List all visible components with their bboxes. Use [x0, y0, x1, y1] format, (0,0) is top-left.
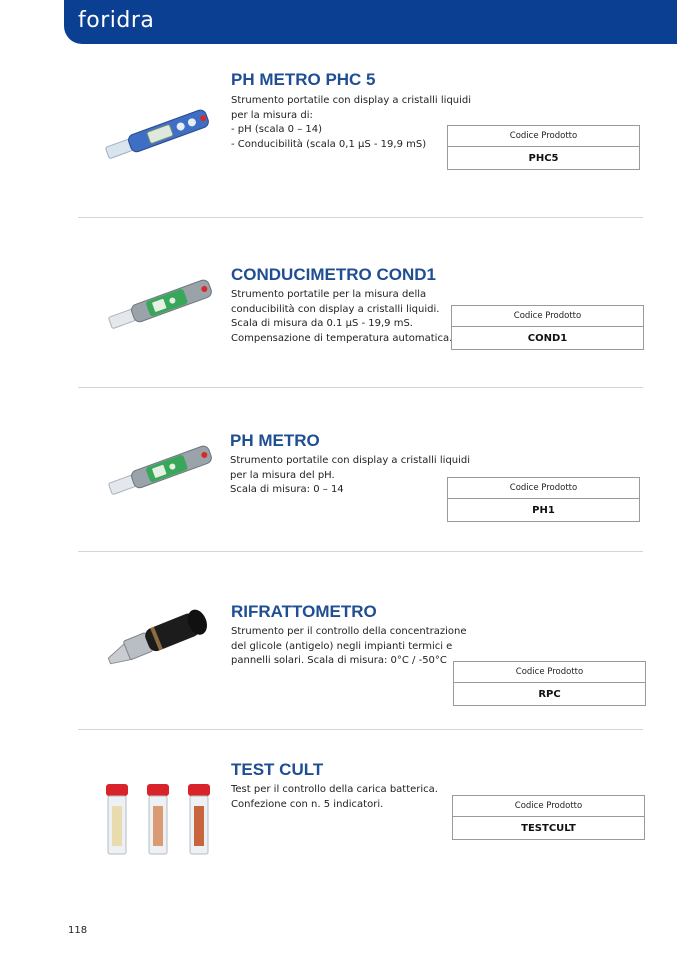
product-title: PH METRO [230, 431, 320, 450]
product-code-box [453, 661, 646, 706]
code-label: Codice Prodotto [453, 796, 644, 817]
divider [78, 387, 643, 388]
pen-meter-icon [103, 436, 223, 504]
product-title: CONDUCIMETRO COND1 [231, 265, 436, 284]
product-code-box [452, 795, 645, 840]
code-label: Codice Prodotto [448, 478, 639, 499]
brand-logo: foridra [78, 8, 155, 33]
page-number: 118 [68, 925, 88, 936]
code-label: Codice Prodotto [448, 126, 639, 147]
product-code-box [451, 305, 644, 350]
refractometer-icon [100, 604, 216, 670]
product-title: RIFRATTOMETRO [231, 602, 377, 621]
pen-meter-icon [103, 270, 223, 338]
product-description: Strumento portatile per la misura della conducibilità con display a cristalli liquidi. Scala di misura da 0.1 µS - 19,9 mS. Compensazione di temperatura automatica. [231, 289, 453, 344]
code-value: PHC5 [528, 153, 559, 164]
product-title: TEST CULT [231, 760, 324, 779]
product-code-box [447, 125, 640, 170]
divider [78, 729, 643, 730]
product-description: Strumento per il controllo della concentrazione del glicole (antigelo) negli impianti termici e pannelli solari. Scala di misura: 0°C / -50°C [231, 626, 467, 667]
code-value: RPC [538, 689, 561, 700]
product-description: Strumento portatile con display a cristalli liquidi per la misura del pH. Scala di misura: 0 – 14 [230, 455, 471, 496]
test-tubes-icon [100, 782, 218, 858]
page-header [64, 0, 677, 44]
code-value: TESTCULT [521, 823, 576, 834]
divider [78, 217, 643, 218]
divider [78, 551, 643, 552]
code-label: Codice Prodotto [452, 306, 643, 327]
code-label: Codice Prodotto [454, 662, 645, 683]
product-title: PH METRO PHC 5 [231, 70, 376, 89]
product-description: Strumento portatile con display a cristalli liquidi per la misura di: - pH (scala 0 – 14) - Conducibilità (scala 0,1 µS - 19,9 mS) [231, 95, 472, 150]
code-value: PH1 [532, 505, 555, 516]
code-value: COND1 [527, 333, 568, 344]
product-description: Test per il controllo della carica batterica. Confezione con n. 5 indicatori. [231, 784, 438, 810]
product-code-box [447, 477, 640, 522]
pen-meter-icon [100, 100, 220, 168]
